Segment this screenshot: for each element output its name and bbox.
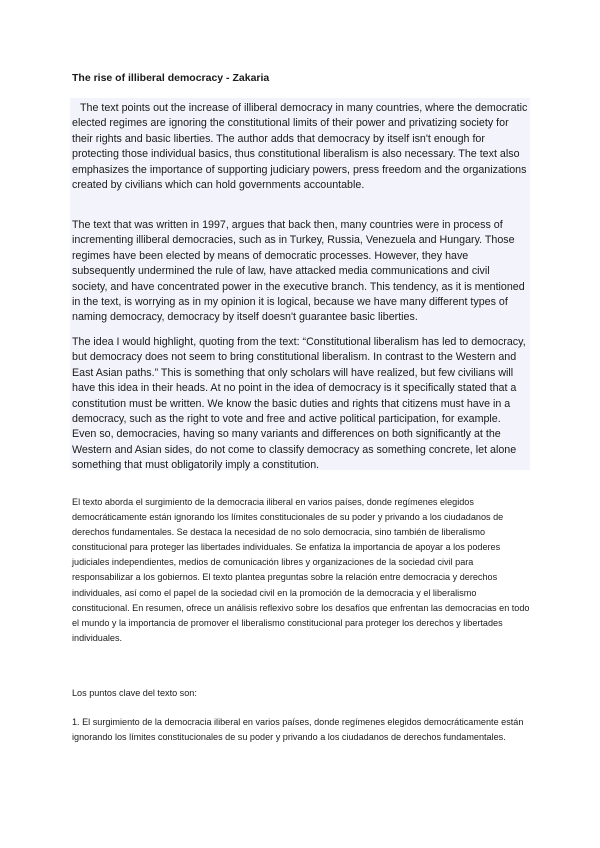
spanish-summary-paragraph: El texto aborda el surgimiento de la democracia iliberal en varios países, donde regímenes elegidos democráticamente están ignorando los límites constitucionales de su poder y privando a los ciudadanos de derechos fundamentales. Se destaca la necesidad de no solo democracia, sino también de liberalismo constitucional para proteger las libertades individuales. Se enfatiza la importancia de apoyar a los poderes judiciales independientes, medios de comunicación libres y organizaciones de la sociedad civil para responsabilizar a los gobiernos. El texto plantea preguntas sobre la relación entre democracia y derechos individuales, así como el papel de la sociedad civil en la promoción de la democracia y el liberalismo constitucional. En resumen, ofrece un análisis reflexivo sobre los desafíos que enfrentan las democracias en todo el mundo y la importancia de promover el liberalismo constitucional para proteger los derechos y libertades individuales.: [72, 497, 530, 643]
english-paragraph-3: The idea I would highlight, quoting from the text: “Constitutional liberalism has led to democracy, but democracy does not seem to bring constitutional liberalism. In contrast to the Western and East Asian paths.” This is something that only scholars will have realized, but few civilians will have this idea in their heads. At no point in the idea of democracy is it specifically stated that a constitution must be written. We know the basic duties and rights that citizens must have in a democracy, such as the right to vote and free and active political participation, for example. Even so, democracies, having so many variants and differences on both significantly at the Western and Asian sides, do not come to classify democracy as something concrete, let alone something that must obligatorily imply a constitution.: [72, 336, 526, 472]
english-paragraph-2: The text that was written in 1997, argues that back then, many countries were in process of incrementing illiberal democracies, such as in Turkey, Russia, Venezuela and Hungary. Those regimes have been elected by means of democratic processes. However, they have subsequently undermined the rule of law, have attacked media communications and civil society, and have concentrated power in the executive branch. This tendency, as it is mentioned in the text, is worrying as in my opinion it is logical, because we have many different types of naming democracy, democracy by itself doesn't guarantee basic liberties.: [72, 219, 525, 324]
document-title: The rise of illiberal democracy - Zakaria: [72, 72, 270, 84]
key-point-1: 1. El surgimiento de la democracia iliberal en varios países, donde regímenes elegidos democráticamente están ignorando los límites constitucionales de su poder y privando a los ciudadanos de derechos fundamentales.: [72, 717, 524, 743]
english-paragraph-1: The text points out the increase of illiberal democracy in many countries, where the democratic elected regimes are ignoring the constitutional limits of their power and privatizing society for their rights and basic liberties. The author adds that democracy by itself isn't enough for protecting those individual basics, thus constitutional liberalism is also necessary. The text also emphasizes the importance of supporting judiciary powers, press freedom and the organizations created by civilians which can hold governments accountable.: [72, 102, 528, 192]
key-points-heading: Los puntos clave del texto son:: [72, 688, 197, 698]
